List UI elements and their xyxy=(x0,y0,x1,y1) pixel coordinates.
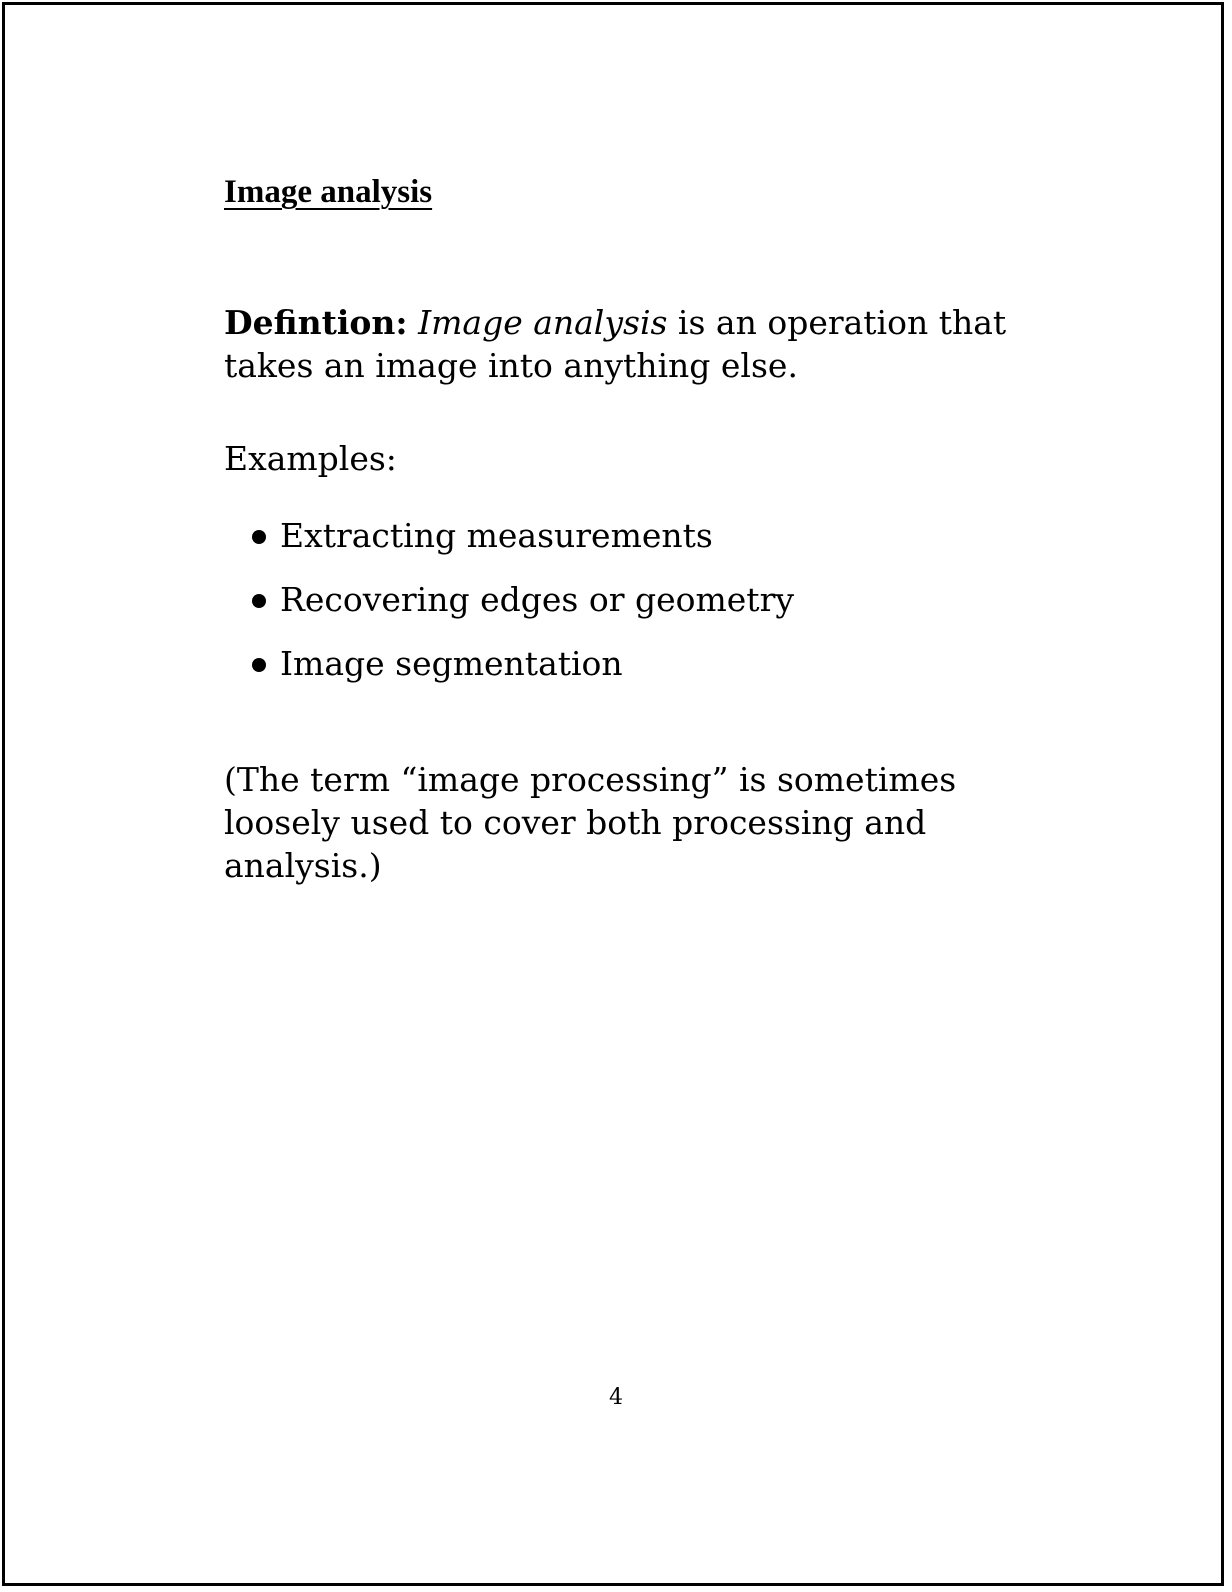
list-item-text: Extracting measurements xyxy=(280,516,713,555)
definition-text: is an operation that takes an image into anything else. xyxy=(224,303,1007,385)
page-number: 4 xyxy=(609,1385,623,1410)
definition-label: Defintion: xyxy=(224,303,408,342)
page-title: Image analysis xyxy=(224,174,433,210)
definition-paragraph xyxy=(224,301,1014,387)
bullet-icon xyxy=(252,594,266,608)
list-item xyxy=(224,514,794,578)
bullet-icon xyxy=(252,530,266,544)
list-item xyxy=(224,642,794,706)
bullet-icon xyxy=(252,658,266,672)
list-item xyxy=(224,578,794,642)
list-item-text: Recovering edges or geometry xyxy=(280,580,794,619)
definition-term: Image analysis xyxy=(418,303,668,342)
examples-list xyxy=(224,514,794,706)
note-paragraph: (The term “image processing” is sometimes loosely used to cover both processing and analysis.) xyxy=(224,760,957,885)
list-item-text: Image segmentation xyxy=(280,644,623,683)
examples-label: Examples: xyxy=(224,439,397,478)
